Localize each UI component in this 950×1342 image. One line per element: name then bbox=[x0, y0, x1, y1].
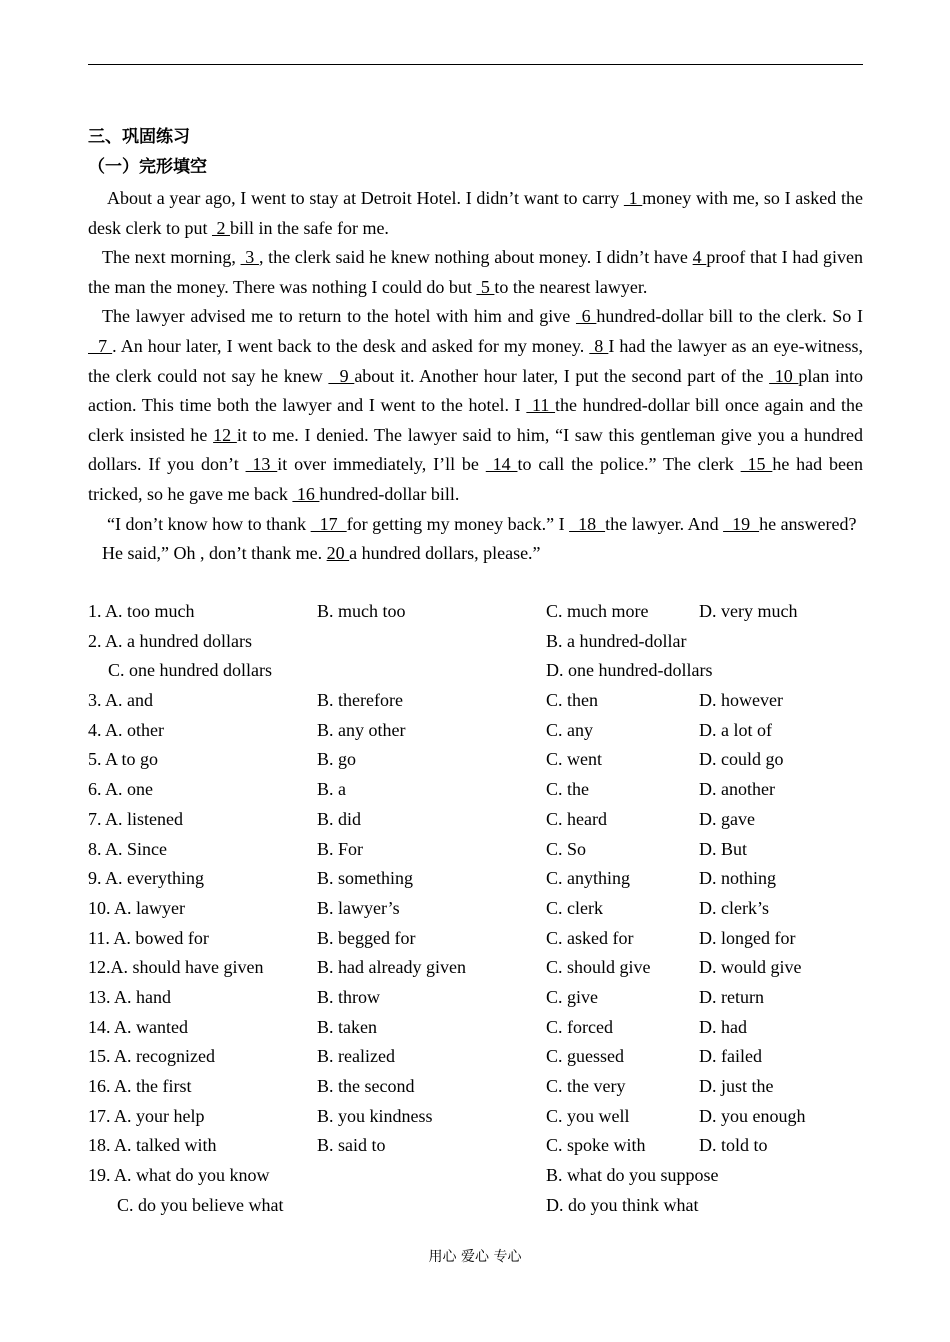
page-footer: 用心 爱心 专心 bbox=[428, 1249, 522, 1265]
blank-16: 16 bbox=[292, 483, 320, 504]
option-c: C. do you believe what bbox=[117, 1194, 284, 1215]
option-a: 10. A. lawyer bbox=[88, 897, 185, 918]
option-row bbox=[88, 1191, 863, 1221]
option-a: 5. A to go bbox=[88, 749, 159, 770]
option-c: C. forced bbox=[546, 1016, 613, 1037]
option-d: D. could go bbox=[699, 749, 784, 770]
option-a: 8. A. Since bbox=[88, 838, 167, 859]
option-b: B. what do you suppose bbox=[546, 1165, 719, 1186]
option-d: D. one hundred-dollars bbox=[546, 660, 713, 681]
paragraph-5 bbox=[88, 539, 863, 569]
option-row bbox=[88, 924, 863, 954]
option-a: 3. A. and bbox=[88, 690, 153, 711]
option-d: D. you enough bbox=[699, 1105, 806, 1126]
option-c: C. asked for bbox=[546, 927, 634, 948]
blank-14: 14 bbox=[485, 454, 518, 475]
option-a: 16. A. the first bbox=[88, 1076, 192, 1096]
option-row bbox=[88, 835, 863, 865]
option-b: B. you kindness bbox=[317, 1105, 433, 1126]
option-row bbox=[88, 983, 863, 1013]
option-row bbox=[88, 894, 863, 924]
option-row bbox=[88, 597, 863, 627]
text: He said,” Oh , don’t thank me. bbox=[102, 543, 327, 564]
option-c: C. one hundred dollars bbox=[108, 660, 272, 681]
blank-2: 2 bbox=[211, 217, 230, 238]
option-a: 6. A. one bbox=[88, 779, 153, 800]
text: I had the lawyer as an eye-witness, the clerk could not say he knew bbox=[88, 335, 864, 386]
option-a: 11. A. bowed for bbox=[88, 927, 209, 948]
paragraph-3 bbox=[88, 302, 863, 509]
text: to the nearest lawyer. bbox=[494, 276, 648, 297]
option-b: B. taken bbox=[317, 1016, 377, 1037]
text: he answered? bbox=[759, 513, 857, 534]
subsection-title: （一）完形填空 bbox=[88, 157, 207, 177]
option-row bbox=[88, 1102, 863, 1132]
option-d: D. would give bbox=[699, 957, 802, 978]
option-c: C. So bbox=[546, 838, 587, 859]
option-b: B. a hundred-dollar bbox=[546, 630, 687, 651]
text: About a year ago, I went to stay at Detroit Hotel. I didn’t want to carry bbox=[107, 188, 624, 208]
option-d: D. longed for bbox=[699, 927, 796, 948]
option-b: B. throw bbox=[317, 986, 380, 1007]
option-b: B. did bbox=[317, 808, 362, 829]
option-c: C. much more bbox=[546, 601, 649, 621]
option-a: 15. A. recognized bbox=[88, 1046, 215, 1067]
option-row bbox=[88, 1072, 863, 1102]
text: money with me, so I asked the desk clerk to put bbox=[88, 188, 863, 238]
option-row bbox=[88, 1131, 863, 1161]
option-b: B. any other bbox=[317, 719, 406, 740]
option-c: C. give bbox=[546, 986, 598, 1007]
option-c: C. the bbox=[546, 779, 589, 800]
blank-19: 19 bbox=[723, 513, 760, 534]
blank-17: 17 bbox=[310, 513, 347, 534]
option-a: 2. A. a hundred dollars bbox=[88, 630, 252, 651]
option-a: 13. A. hand bbox=[88, 986, 171, 1007]
option-row bbox=[88, 745, 863, 775]
text: hundred-dollar bill. bbox=[319, 483, 460, 504]
section-title: 三、巩固练习 bbox=[88, 127, 190, 147]
text: the lawyer. And bbox=[605, 513, 724, 534]
blank-1: 1 bbox=[623, 188, 643, 208]
option-a: 18. A. talked with bbox=[88, 1135, 217, 1156]
text: The next morning, bbox=[102, 247, 241, 268]
option-c: C. spoke with bbox=[546, 1135, 646, 1156]
option-d: D. return bbox=[699, 986, 764, 1007]
cloze-passage bbox=[88, 184, 863, 569]
option-row bbox=[88, 775, 863, 805]
option-row bbox=[88, 716, 863, 746]
options-list bbox=[88, 597, 863, 1220]
blank-11: 11 bbox=[526, 395, 556, 416]
option-d: D. very much bbox=[699, 601, 798, 621]
option-d: D. gave bbox=[699, 808, 755, 829]
text: proof that I had given the man the money. There was nothing I could do but bbox=[88, 247, 864, 297]
option-c: C. anything bbox=[546, 868, 630, 889]
blank-6: 6 bbox=[575, 306, 597, 327]
blank-7: 7 bbox=[88, 335, 113, 356]
text: the hundred-dollar bill once again and the clerk insisted he bbox=[88, 395, 863, 445]
blank-18: 18 bbox=[569, 513, 606, 534]
option-d: D. told to bbox=[699, 1135, 768, 1156]
option-row bbox=[88, 864, 863, 894]
option-a: 19. A. what do you know bbox=[88, 1165, 270, 1186]
option-b: B. For bbox=[317, 838, 364, 859]
option-b: B. a bbox=[317, 779, 346, 800]
text: . An hour later, I went back to the desk and asked for my money. bbox=[112, 335, 590, 356]
option-b: B. something bbox=[317, 868, 414, 889]
option-c: C. should give bbox=[546, 957, 651, 978]
option-d: D. another bbox=[699, 779, 775, 800]
blank-5: 5 bbox=[476, 276, 495, 297]
option-d: D. just the bbox=[699, 1076, 774, 1096]
text: it over immediately, I’ll be bbox=[277, 454, 486, 475]
blank-8: 8 bbox=[589, 335, 609, 356]
blank-3: 3 bbox=[240, 247, 259, 268]
option-a: 14. A. wanted bbox=[88, 1016, 188, 1037]
option-b: B. go bbox=[317, 749, 357, 770]
option-d: D. nothing bbox=[699, 868, 777, 889]
option-a: 1. A. too much bbox=[88, 601, 195, 621]
option-row bbox=[88, 1013, 863, 1043]
option-c: C. went bbox=[546, 749, 602, 770]
option-a: 12.A. should have given bbox=[88, 957, 264, 978]
text: , the clerk said he knew nothing about money. I didn’t have bbox=[258, 247, 693, 268]
text: plan into action. This time both the lawyer and I went to the hotel. I bbox=[88, 365, 864, 416]
text: The lawyer advised me to return to the hotel with him and give bbox=[102, 306, 576, 327]
option-b: B. begged for bbox=[317, 927, 416, 948]
option-d: D. But bbox=[699, 838, 748, 859]
option-a: 17. A. your help bbox=[88, 1105, 205, 1126]
blank-9: 9 bbox=[328, 365, 355, 386]
option-row bbox=[88, 656, 863, 686]
blank-20: 20 bbox=[326, 543, 350, 564]
option-row bbox=[88, 805, 863, 835]
header-rule bbox=[88, 64, 863, 65]
option-c: C. you well bbox=[546, 1105, 630, 1126]
option-d: D. failed bbox=[699, 1046, 762, 1067]
text: to call the police.” The clerk bbox=[517, 454, 741, 475]
paragraph-1 bbox=[88, 184, 863, 243]
text: it to me. I denied. The lawyer said to him, “I saw this gentleman give you a hundred dollars. If you don’t bbox=[88, 424, 864, 475]
option-c: C. then bbox=[546, 690, 598, 711]
text: bill in the safe for me. bbox=[229, 217, 389, 238]
option-d: D. had bbox=[699, 1016, 747, 1037]
option-c: C. any bbox=[546, 719, 593, 740]
option-b: B. much too bbox=[317, 601, 406, 621]
option-b: B. had already given bbox=[317, 957, 466, 978]
option-a: 7. A. listened bbox=[88, 808, 183, 829]
text: hundred-dollar bill to the clerk. So I bbox=[596, 306, 864, 327]
blank-13: 13 bbox=[245, 454, 278, 475]
option-d: D. a lot of bbox=[699, 719, 772, 740]
text: a hundred dollars, please.” bbox=[349, 543, 541, 564]
option-row bbox=[88, 627, 863, 657]
option-b: B. therefore bbox=[317, 690, 403, 711]
option-b: B. said to bbox=[317, 1135, 386, 1156]
option-b: B. realized bbox=[317, 1046, 395, 1067]
option-b: B. the second bbox=[317, 1076, 415, 1096]
blank-4: 4 bbox=[692, 247, 707, 268]
option-c: C. the very bbox=[546, 1076, 626, 1096]
option-c: C. heard bbox=[546, 808, 607, 829]
option-d: D. clerk’s bbox=[699, 897, 769, 918]
option-b: B. lawyer’s bbox=[317, 897, 400, 918]
paragraph-2 bbox=[88, 243, 863, 302]
blank-15: 15 bbox=[740, 454, 773, 475]
option-row bbox=[88, 686, 863, 716]
option-d: D. however bbox=[699, 690, 783, 711]
option-row bbox=[88, 1161, 863, 1191]
paragraph-4 bbox=[88, 510, 863, 540]
option-c: C. clerk bbox=[546, 897, 603, 918]
text: he had been tricked, so he gave me back bbox=[88, 454, 863, 504]
text: “I don’t know how to thank bbox=[107, 513, 311, 534]
blank-10: 10 bbox=[769, 365, 799, 386]
text: about it. Another hour later, I put the second part of the bbox=[354, 365, 770, 386]
text: for getting my money back.” I bbox=[346, 513, 570, 534]
option-a: 9. A. everything bbox=[88, 868, 204, 889]
option-c: C. guessed bbox=[546, 1046, 624, 1067]
option-row bbox=[88, 953, 863, 983]
option-d: D. do you think what bbox=[546, 1194, 699, 1215]
option-row bbox=[88, 1042, 863, 1072]
option-a: 4. A. other bbox=[88, 719, 164, 740]
blank-12: 12 bbox=[213, 424, 237, 445]
